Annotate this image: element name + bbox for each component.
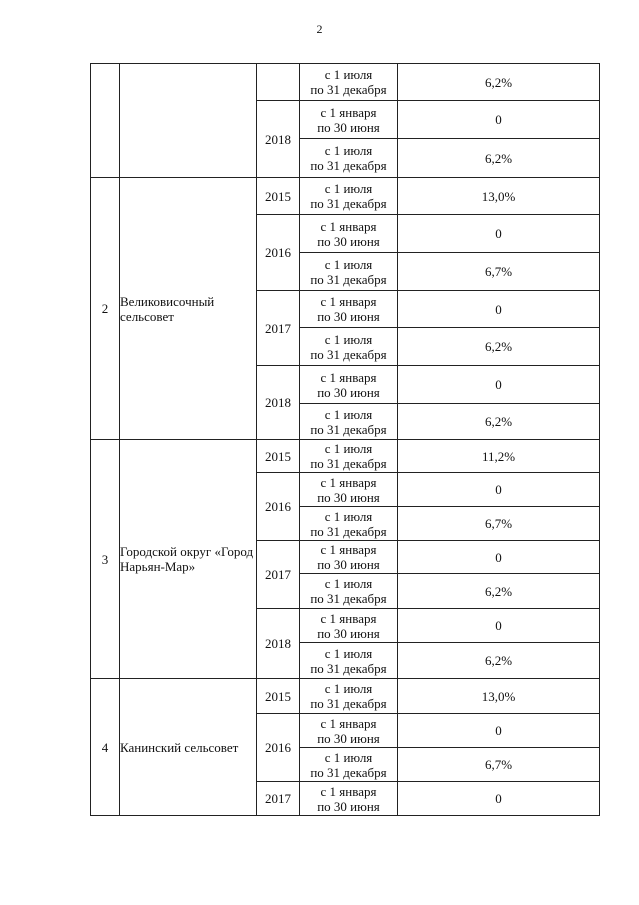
period-to: по 30 июня (317, 233, 380, 249)
period-cell (300, 328, 398, 366)
year-cell (257, 64, 300, 101)
period-from: с 1 января (320, 218, 377, 234)
year-cell: 2018 (257, 101, 300, 178)
period-to: по 30 июня (317, 557, 380, 572)
period-to: по 31 декабря (310, 421, 387, 437)
period-cell (300, 679, 398, 714)
period-cell (300, 541, 398, 574)
period-from: с 1 июля (324, 256, 373, 272)
rate-value-cell: 0 (398, 473, 600, 507)
period-to: по 31 декабря (310, 660, 387, 676)
page-number: 2 (316, 22, 323, 36)
period-to: по 30 июня (317, 798, 380, 814)
rate-value-cell: 0 (398, 714, 600, 748)
rate-value-cell: 13,0% (398, 679, 600, 714)
period-cell (300, 178, 398, 215)
period-to: по 30 июня (317, 489, 380, 505)
period-from: с 1 июля (324, 143, 373, 158)
year-cell: 2015 (257, 679, 300, 714)
table-row (91, 178, 600, 215)
rate-value-cell: 6,7% (398, 748, 600, 782)
rate-value-cell: 0 (398, 541, 600, 574)
period-cell (300, 440, 398, 473)
period-to: по 31 декабря (310, 456, 387, 471)
year-cell: 2018 (257, 366, 300, 440)
period-from: с 1 июля (324, 576, 373, 591)
rate-value-cell: 6,7% (398, 507, 600, 541)
period-cell (300, 609, 398, 643)
period-cell (300, 139, 398, 178)
period-cell (300, 643, 398, 679)
period-to: по 31 декабря (310, 764, 387, 780)
rate-value-cell: 13,0% (398, 178, 600, 215)
period-from: с 1 июля (324, 181, 373, 196)
period-from: с 1 июля (324, 508, 373, 524)
rate-value-cell: 6,2% (398, 328, 600, 366)
row-number-cell: 4 (91, 679, 120, 816)
row-number-cell (91, 64, 120, 178)
period-cell (300, 404, 398, 440)
period-cell (300, 782, 398, 816)
rate-value-cell: 6,7% (398, 253, 600, 291)
rate-value-cell: 6,2% (398, 404, 600, 440)
period-from: с 1 января (320, 294, 377, 309)
year-cell: 2016 (257, 714, 300, 782)
period-to: по 31 декабря (310, 523, 387, 539)
row-number-cell: 3 (91, 440, 120, 679)
table-row (91, 440, 600, 473)
period-from: с 1 июля (324, 441, 373, 456)
period-to: по 31 декабря (310, 158, 387, 173)
period-cell (300, 714, 398, 748)
period-to: по 30 июня (317, 119, 380, 135)
rate-value-cell: 11,2% (398, 440, 600, 473)
period-to: по 31 декабря (310, 696, 387, 711)
period-cell (300, 473, 398, 507)
rate-value-cell: 6,2% (398, 64, 600, 101)
period-from: с 1 июля (324, 681, 373, 696)
period-cell (300, 215, 398, 253)
year-cell: 2015 (257, 178, 300, 215)
year-cell: 2016 (257, 215, 300, 291)
period-cell (300, 507, 398, 541)
period-from: с 1 июля (324, 406, 373, 422)
table-row (91, 679, 600, 714)
settlement-name-cell: Великовисочный сельсовет (120, 178, 257, 440)
row-number-cell: 2 (91, 178, 120, 440)
rate-value-cell: 0 (398, 609, 600, 643)
settlement-name-cell: Городской округ «Город Нарьян-Мар» (120, 440, 257, 679)
period-from: с 1 января (320, 715, 377, 731)
period-to: по 31 декабря (310, 591, 387, 606)
period-from: с 1 января (320, 104, 377, 120)
period-to: по 31 декабря (310, 271, 387, 287)
year-cell: 2015 (257, 440, 300, 473)
period-to: по 31 декабря (310, 196, 387, 211)
settlement-name-cell (120, 64, 257, 178)
period-cell (300, 101, 398, 139)
table-body (91, 64, 600, 816)
period-cell (300, 574, 398, 609)
period-to: по 30 июня (317, 730, 380, 746)
period-cell (300, 64, 398, 101)
rate-value-cell: 0 (398, 101, 600, 139)
rate-value-cell: 0 (398, 782, 600, 816)
period-from: с 1 июля (324, 67, 373, 82)
rate-value-cell: 0 (398, 366, 600, 404)
period-to: по 30 июня (317, 309, 380, 324)
period-to: по 30 июня (317, 384, 380, 400)
year-cell: 2018 (257, 609, 300, 679)
period-cell (300, 291, 398, 328)
year-cell: 2017 (257, 782, 300, 816)
period-cell (300, 748, 398, 782)
rate-value-cell: 0 (398, 215, 600, 253)
period-from: с 1 января (320, 369, 377, 385)
rate-value-cell: 6,2% (398, 643, 600, 679)
table-row (91, 64, 600, 101)
period-cell (300, 366, 398, 404)
period-from: с 1 июля (324, 749, 373, 765)
settlement-name-cell: Канинский сельсовет (120, 679, 257, 816)
period-cell (300, 253, 398, 291)
year-cell: 2017 (257, 291, 300, 366)
period-to: по 30 июня (317, 625, 380, 641)
tariff-table (90, 63, 600, 816)
period-from: с 1 января (320, 542, 377, 557)
period-from: с 1 июля (324, 331, 373, 347)
period-to: по 31 декабря (310, 82, 387, 97)
rate-value-cell: 0 (398, 291, 600, 328)
period-from: с 1 января (320, 783, 377, 799)
year-cell: 2017 (257, 541, 300, 609)
period-from: с 1 января (320, 610, 377, 626)
period-to: по 31 декабря (310, 346, 387, 362)
rate-value-cell: 6,2% (398, 139, 600, 178)
period-from: с 1 января (320, 474, 377, 490)
period-from: с 1 июля (324, 645, 373, 661)
rate-value-cell: 6,2% (398, 574, 600, 609)
year-cell: 2016 (257, 473, 300, 541)
